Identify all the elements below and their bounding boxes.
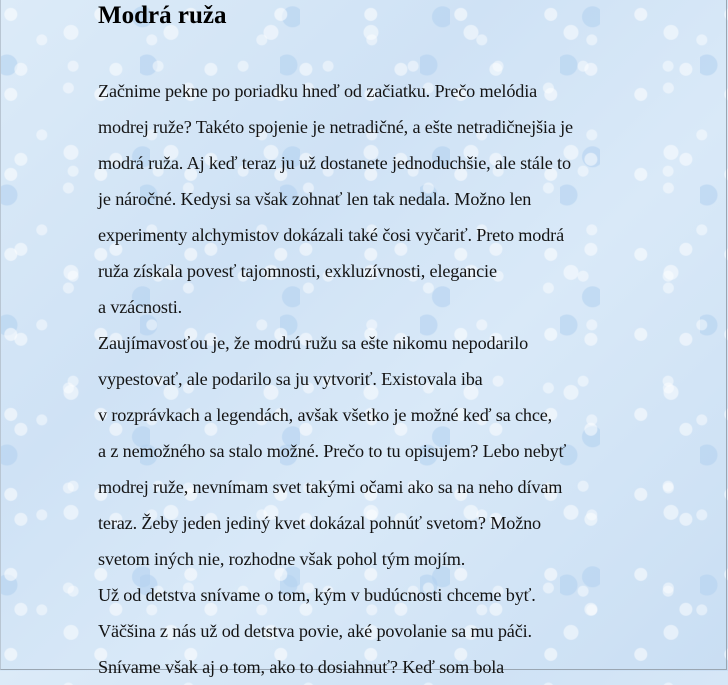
text-line: je náročné. Kedysi sa však zohnať len tak nedala. Možno len	[98, 189, 532, 209]
text-line: Začnime pekne po poriadku hneď od začiatku. Prečo melódia	[98, 81, 538, 101]
article	[98, 0, 698, 685]
text-line: modrej ruže, nevnímam svet takými očami ako sa na neho dívam	[98, 477, 563, 497]
text-line: modrá ruža. Aj keď teraz ju už dostanete jednoduchšie, ale stále to	[98, 153, 571, 173]
text-line: vypestovať, ale podarilo sa ju vytvoriť. Existovala iba	[98, 369, 483, 389]
text-line: Väčšina z nás už od detstva povie, aké povolanie sa mu páči.	[98, 621, 532, 641]
article-body	[98, 73, 698, 685]
text-line: v rozprávkach a legendách, avšak všetko je možné keď sa chce,	[98, 405, 553, 425]
text-line: Snívame však aj o tom, ako to dosiahnuť? Keď som bola	[98, 657, 505, 677]
text-line: Zaujímavosťou je, že modrú ružu sa ešte nikomu nepodarilo	[98, 333, 529, 353]
text-line: a z nemožného sa stalo možné. Prečo to tu opisujem? Lebo nebyť	[98, 441, 567, 461]
text-line: svetom iných nie, rozhodne však pohol tým mojím.	[98, 549, 466, 569]
text-line: Už od detstva snívame o tom, kým v budúcnosti chceme byť.	[98, 585, 536, 605]
text-line: teraz. Žeby jeden jediný kvet dokázal pohnúť svetom? Možno	[98, 513, 542, 533]
text-line: ruža získala povesť tajomnosti, exkluzívnosti, elegancie	[98, 261, 497, 281]
text-line: modrej ruže? Takéto spojenie je netradičné, a ešte netradičnejšia je	[98, 117, 573, 137]
text-line: a vzácnosti.	[98, 297, 183, 317]
article-title: Modrá ruža	[98, 2, 227, 29]
text-line: experimenty alchymistov dokázali také čosi vyčariť. Preto modrá	[98, 225, 564, 245]
